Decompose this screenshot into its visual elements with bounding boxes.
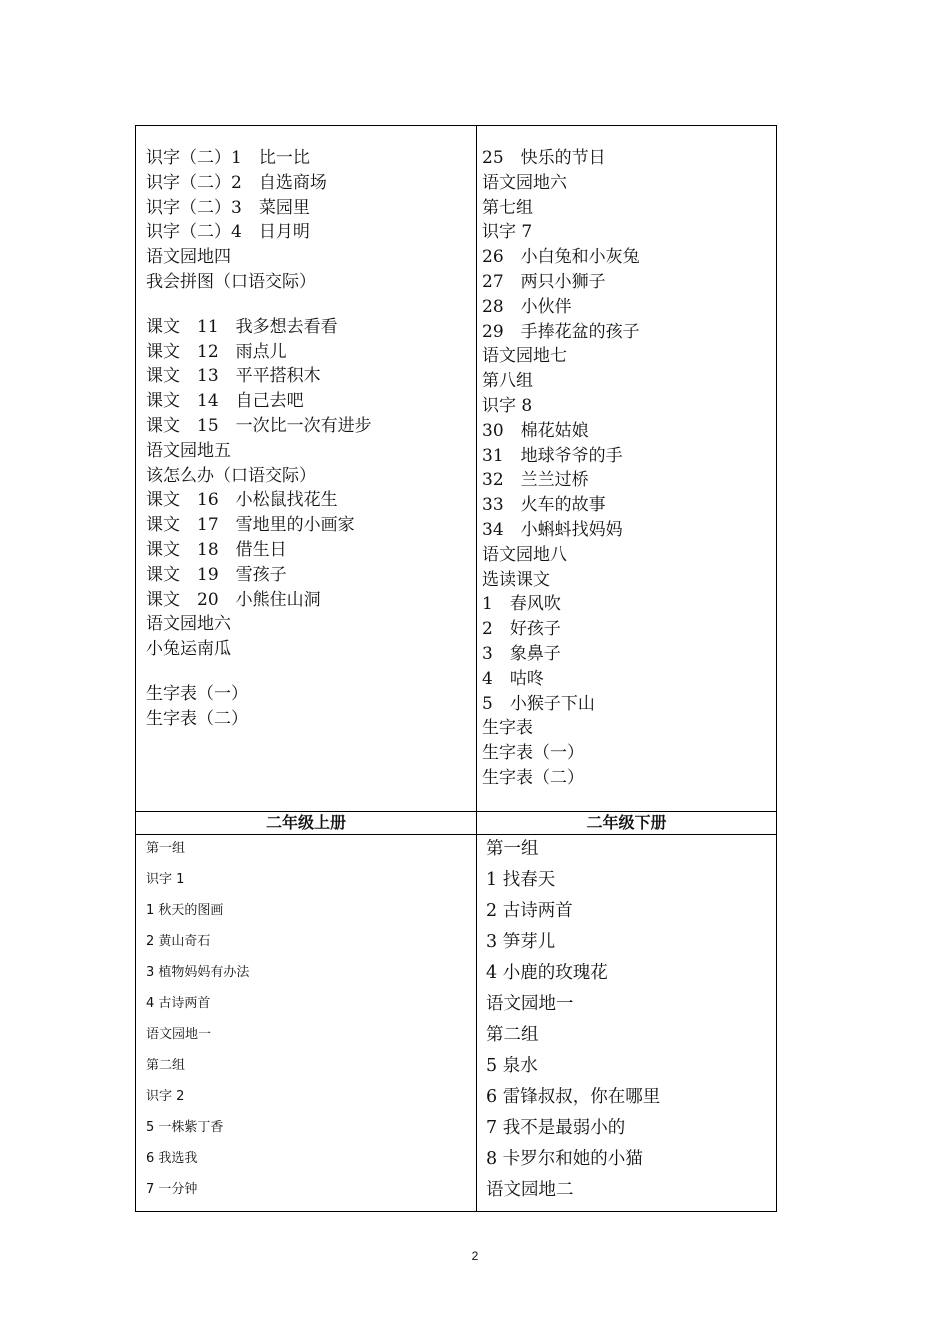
list-item: 识字 2 — [146, 1089, 185, 1104]
list-item: 28 小伙伴 — [482, 296, 572, 317]
list-item: 3 笋芽儿 — [486, 932, 556, 952]
list-item: 8 卡罗尔和她的小猫 — [486, 1149, 643, 1169]
group-gap — [146, 662, 476, 682]
list-item: 1 秋天的图画 — [146, 903, 224, 918]
list-item: 课文 15 一次比一次有进步 — [146, 415, 372, 436]
list-item: 识字（二）4 日月明 — [146, 222, 310, 243]
list-item: 课文 12 雨点儿 — [146, 341, 287, 362]
list-item: 30 棉花姑娘 — [482, 420, 589, 441]
list-item: 生字表（二） — [146, 708, 248, 729]
list-item: 5 一株紫丁香 — [146, 1120, 224, 1135]
list-item: 课文 13 平平搭积木 — [146, 366, 321, 387]
list-item: 4 古诗两首 — [146, 996, 211, 1011]
list-item: 生字表（二） — [482, 767, 584, 788]
top-left-list — [136, 126, 476, 732]
list-item: 课文 20 小熊住山洞 — [146, 589, 321, 610]
list-item: 4 咕咚 — [482, 668, 544, 689]
list-item: 31 地球爷爷的手 — [482, 445, 623, 466]
list-item: 6 雷锋叔叔，你在哪里 — [486, 1087, 661, 1107]
list-item: 第二组 — [146, 1058, 186, 1073]
list-item: 语文园地一 — [486, 994, 574, 1014]
list-item: 3 象鼻子 — [482, 643, 561, 664]
list-item: 7 一分钟 — [146, 1182, 198, 1197]
list-item: 6 我选我 — [146, 1151, 198, 1166]
list-item: 选读课文 — [482, 569, 550, 590]
list-item: 32 兰兰过桥 — [482, 470, 589, 491]
list-item: 25 快乐的节日 — [482, 148, 606, 168]
list-item: 课文 19 雪孩子 — [146, 564, 287, 585]
list-item: 第一组 — [146, 841, 186, 856]
header-grade2-volume1: 二年级上册 — [136, 812, 477, 835]
list-item: 29 手捧花盆的孩子 — [482, 321, 640, 342]
list-item: 生字表（一） — [146, 683, 248, 704]
list-item: 2 黄山奇石 — [146, 934, 211, 949]
list-item: 生字表（一） — [482, 743, 584, 764]
list-item: 第八组 — [482, 371, 533, 392]
list-item: 2 古诗两首 — [486, 901, 573, 921]
list-item: 语文园地八 — [482, 544, 567, 565]
list-item: 5 泉水 — [486, 1056, 538, 1076]
list-item: 34 小蝌蚪找妈妈 — [482, 519, 623, 540]
list-item: 语文园地五 — [146, 440, 231, 461]
list-item: 第七组 — [482, 197, 533, 218]
list-item: 课文 11 我多想去看看 — [146, 316, 338, 337]
bottom-left-list — [136, 835, 476, 1211]
bottom-right-cell — [477, 835, 777, 1212]
list-item: 课文 16 小松鼠找花生 — [146, 490, 338, 511]
header-grade2-volume2: 二年级下册 — [477, 812, 777, 835]
list-item: 语文园地七 — [482, 346, 567, 367]
list-item: 26 小白兔和小灰兔 — [482, 247, 640, 268]
list-item: 33 火车的故事 — [482, 495, 606, 516]
top-left-cell — [136, 126, 477, 812]
list-item: 该怎么办（口语交际） — [146, 465, 316, 486]
list-item: 语文园地一 — [146, 1027, 212, 1042]
list-item: 识字 7 — [482, 222, 533, 243]
list-item: 第二组 — [486, 1025, 539, 1045]
list-item: 课文 17 雪地里的小画家 — [146, 515, 355, 536]
list-item: 语文园地六 — [482, 172, 567, 193]
page-number: 2 — [471, 1249, 479, 1263]
list-item: 课文 18 借生日 — [146, 539, 287, 560]
list-item: 5 小猴子下山 — [482, 693, 595, 714]
list-item: 小兔运南瓜 — [146, 639, 231, 660]
list-item: 27 两只小狮子 — [482, 271, 606, 292]
list-item: 语文园地六 — [146, 614, 231, 635]
list-item: 生字表 — [482, 718, 533, 739]
list-item: 我会拼图（口语交际） — [146, 271, 316, 292]
top-right-list — [477, 126, 776, 791]
bottom-left-cell — [136, 835, 477, 1212]
contents-table — [135, 125, 777, 1212]
list-item: 语文园地二 — [486, 1180, 574, 1200]
top-right-cell — [477, 126, 777, 812]
group-2 — [146, 682, 476, 732]
list-item: 识字（二）2 自选商场 — [146, 172, 327, 193]
list-item: 识字（二）3 菜园里 — [146, 197, 310, 218]
list-item: 4 小鹿的玫瑰花 — [486, 963, 608, 983]
list-item: 1 找春天 — [486, 870, 556, 890]
list-item: 语文园地四 — [146, 247, 231, 268]
list-item: 3 植物妈妈有办法 — [146, 965, 250, 980]
list-item: 2 好孩子 — [482, 619, 561, 640]
list-item: 识字（二）1 比一比 — [146, 148, 310, 168]
bottom-right-list — [477, 835, 776, 1209]
list-item: 第一组 — [486, 839, 539, 859]
group-gap — [146, 295, 476, 315]
list-item: 7 我不是最弱小的 — [486, 1118, 626, 1138]
list-item: 识字 1 — [146, 872, 185, 887]
group-1 — [146, 315, 476, 662]
list-item: 识字 8 — [482, 395, 533, 416]
group-0 — [146, 146, 476, 295]
list-item: 1 春风吹 — [482, 594, 561, 615]
list-item: 课文 14 自己去吧 — [146, 391, 304, 412]
